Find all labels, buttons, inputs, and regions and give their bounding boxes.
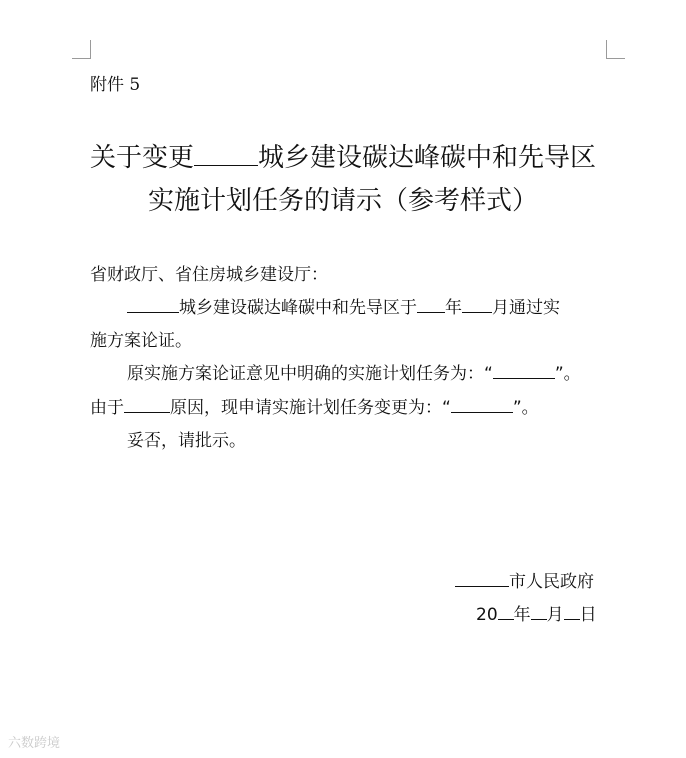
- attachment-label: 附件 5: [90, 75, 141, 95]
- crop-mark-top-left: [72, 40, 91, 59]
- paragraph-4: 妥否，请批示。: [127, 431, 246, 451]
- title-line-2: 实施计划任务的请示（参考样式）: [147, 186, 538, 216]
- paragraph-1-line-1: 城乡建设碳达峰碳中和先导区于 年 月通过实: [127, 293, 560, 318]
- watermark: 六数跨境: [8, 736, 61, 751]
- addressee: 省财政厅、省住房城乡建设厅：: [90, 265, 328, 285]
- signature-org: 市人民政府: [455, 567, 594, 592]
- paragraph-2: 原实施方案论证意见中明确的实施计划任务为：“ ”。: [127, 359, 581, 384]
- signature-date: 20 年 月 日: [476, 600, 597, 625]
- paragraph-3: 由于 原因，现申请实施计划任务变更为：“ ”。: [90, 393, 539, 418]
- title-line-1: 关于变更 城乡建设碳达峰碳中和先导区: [0, 137, 686, 174]
- title-blank: [194, 140, 258, 166]
- crop-mark-top-right: [606, 40, 625, 59]
- paragraph-1-line-2: 施方案论证。: [90, 331, 192, 351]
